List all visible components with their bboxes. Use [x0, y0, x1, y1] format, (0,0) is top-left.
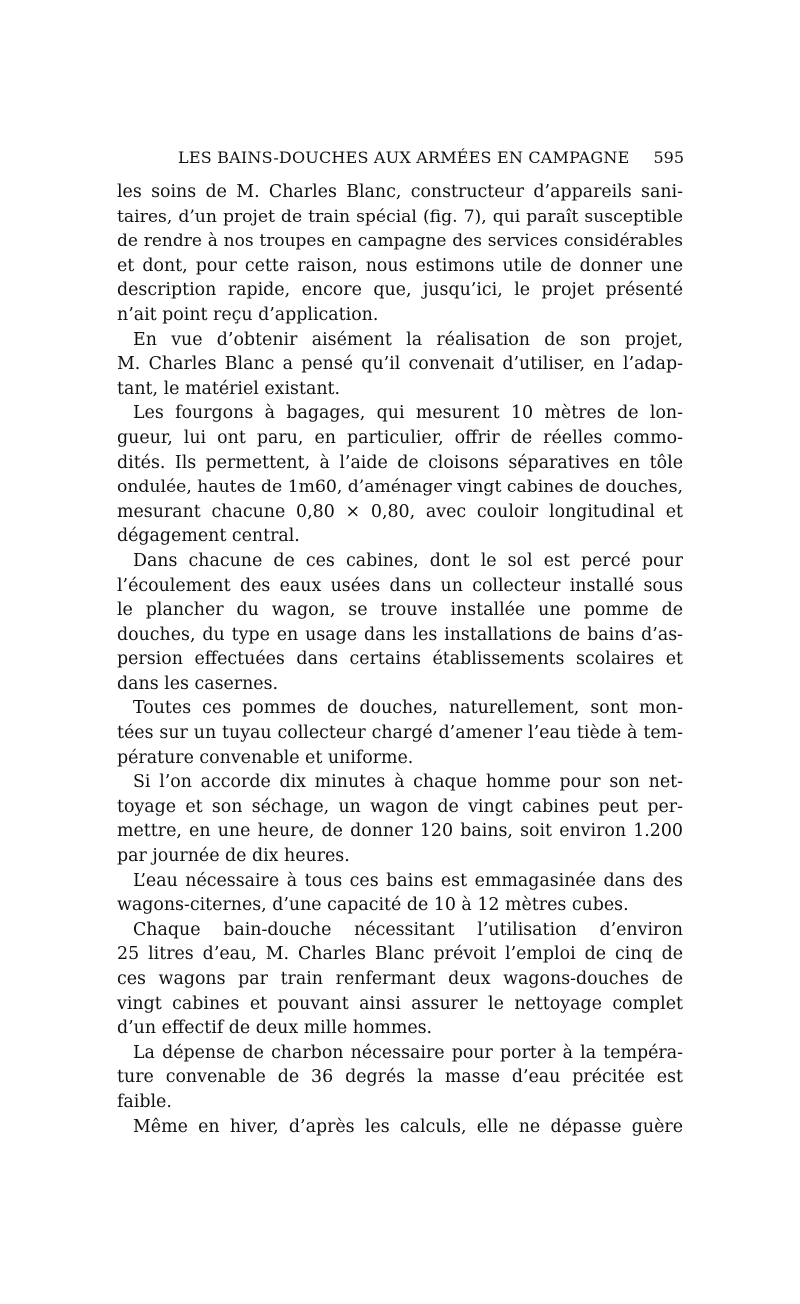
text-line: ture convenable de 36 degrés la masse d’eau précitée est [117, 1067, 683, 1088]
text-line: dités. Ils permettent, à l’aide de cloisons séparatives en tôle [117, 452, 683, 473]
body-text [117, 180, 683, 1139]
text-line: par journée de dix heures. [117, 846, 350, 867]
text-line: dans les casernes. [117, 673, 279, 694]
text-line: ondulée, hautes de 1m60, d’aménager vingt cabines de douches, [117, 477, 683, 498]
text-line: ces wagons par train renfermant deux wagons-douches de [117, 969, 683, 989]
text-line: taires, d’un projet de train spécial (fig. 7), qui paraît susceptible [117, 206, 683, 227]
text-line: vingt cabines et pouvant ainsi assurer le nettoyage complet [117, 993, 683, 1014]
text-line: douches, du type en usage dans les installations de bains d’as- [117, 624, 683, 645]
text-line: mesurant chacune 0,80 × 0,80, avec couloir longitudinal et [117, 501, 683, 522]
text-line: pérature convenable et uniforme. [117, 747, 414, 768]
text-line: M. Charles Blanc a pensé qu’il convenait d’utiliser, en l’adap- [117, 354, 683, 375]
text-line: Toutes ces pommes de douches, naturellement, sont mon- [133, 698, 683, 719]
text-line: le plancher du wagon, se trouve installée une pomme de [117, 600, 683, 621]
running-title: LES BAINS-DOUCHES AUX ARMÉES EN CAMPAGNE [178, 148, 630, 167]
text-line: n’ait point reçu d’application. [117, 304, 379, 325]
text-line: tant, le matériel existant. [117, 378, 341, 399]
text-line: les soins de M. Charles Blanc, constructeur d’appareils sani- [117, 182, 683, 202]
text-line: Chaque bain-douche nécessitant l’utilisation d’environ [133, 919, 683, 940]
text-line: toyage et son séchage, un wagon de vingt cabines peut per- [117, 796, 683, 817]
text-line: mettre, en une heure, de donner 120 bains, soit environ 1.200 [117, 821, 683, 842]
text-line: Même en hiver, d’après les calculs, elle ne dépasse guère [133, 1116, 683, 1137]
text-line: faible. [117, 1091, 172, 1112]
text-line: de rendre à nos troupes en campagne des services considérables [117, 231, 683, 252]
text-line: persion effectuées dans certains établissements scolaires et [117, 649, 683, 670]
text-line: En vue d’obtenir aisément la réalisation de son projet, [133, 329, 683, 350]
text-line: l’écoulement des eaux usées dans un collecteur installé sous [117, 575, 683, 596]
text-line: 25 litres d’eau, M. Charles Blanc prévoit l’emploi de cinq de [117, 944, 683, 965]
text-line: dégagement central. [117, 526, 300, 547]
page-number: 595 [653, 148, 684, 167]
text-line: d’un effectif de deux mille hommes. [117, 1018, 433, 1039]
text-line: Les fourgons à bagages, qui mesurent 10 mètres de lon- [133, 403, 683, 424]
text-line: tées sur un tuyau collecteur chargé d’amener l’eau tiède à tem- [117, 723, 683, 744]
text-line: wagons-citernes, d’une capacité de 10 à 12 mètres cubes. [117, 895, 629, 916]
text-line: La dépense de charbon nécessaire pour porter à la tempéra- [133, 1042, 683, 1063]
text-line: et dont, pour cette raison, nous estimons utile de donner une [117, 255, 683, 276]
text-line: Dans chacune de ces cabines, dont le sol est percé pour [133, 550, 683, 571]
text-line: Si l’on accorde dix minutes à chaque homme pour son net- [133, 772, 683, 793]
text-line: description rapide, encore que, jusqu’ici, le projet présenté [117, 280, 683, 301]
running-header [118, 148, 684, 170]
text-line: L’eau nécessaire à tous ces bains est emmagasinée dans des [133, 870, 683, 891]
text-line: gueur, lui ont paru, en particulier, offrir de réelles commo- [117, 427, 683, 448]
